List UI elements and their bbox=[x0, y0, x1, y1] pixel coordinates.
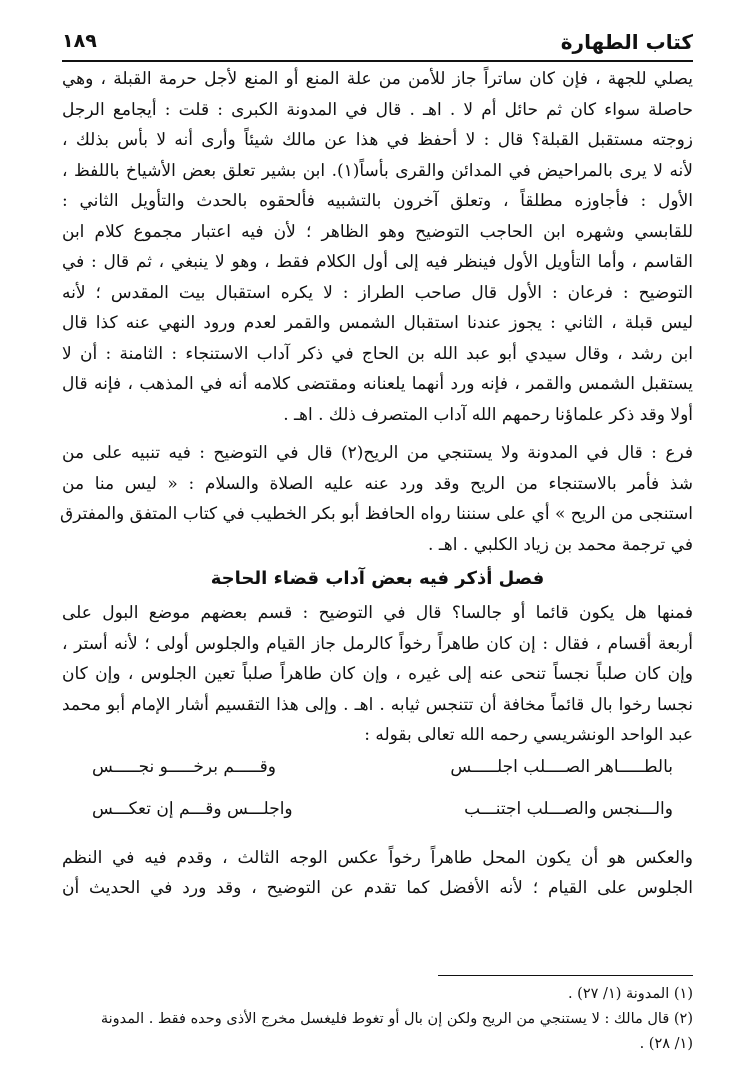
verse-left-hemistich: وقـــــم برخـــــو نجـــــس bbox=[92, 756, 276, 777]
text-line: استنجى من الريح » أي على سنننا رواه الحافظ أبو بكر الخطيب في كتاب المتفق والمفترق bbox=[60, 504, 693, 524]
header-divider bbox=[62, 60, 693, 62]
paragraph-1 bbox=[62, 64, 693, 430]
paragraph-3 bbox=[62, 598, 693, 751]
footnote: (٢) قال مالك : لا يستنجي من الريح ولكن إن بال أو تغوط فليغسل مخرج الأذى وحده فقط . المدونة bbox=[100, 1011, 693, 1027]
footnote: (١) المدونة (١/ ٢٧) . bbox=[567, 986, 693, 1002]
text-line: القاسم ، وأما التأويل الأول فينظر فيه إلى أول الكلام فقط ، وهو لا ينبغي ، ثم قال : في bbox=[62, 252, 693, 272]
text-line: الجلوس على القيام ؛ لأنه الأفضل كما تقدم عن التوضيح ، وقد ورد في الحديث أن bbox=[62, 878, 693, 898]
section-heading: فصل أذكر فيه بعض آداب قضاء الحاجة bbox=[210, 568, 545, 589]
text-line: أولا وقد ذكر علماؤنا رحمهم الله آداب المتصرف ذلك . اهـ . bbox=[283, 404, 693, 425]
text-line: التوضيح : فرعان : الأول قال صاحب الطراز : لا يكره استقبال بيت المقدس ؛ لأنه bbox=[62, 282, 693, 303]
text-line: فمنها هل يكون قائما أو جالسا؟ قال في التوضيح : قسم بعضهم موضع البول على bbox=[62, 603, 693, 623]
text-line: زوجته مستقبل القبلة؟ قال : لا أحفظ في هذا عن مالك شيئاً وأرى أنه لا بأس بذلك ، bbox=[62, 130, 693, 150]
paragraph-2 bbox=[62, 438, 693, 560]
verse-left-hemistich: واجلـــس وقـــم إن تعكـــس bbox=[92, 798, 293, 819]
footnote-divider bbox=[438, 975, 693, 976]
text-line: فرع : قال في المدونة ولا يستنجي من الريح(٢) قال في التوضيح : فيه تنبيه على من bbox=[62, 443, 693, 463]
text-line: وإن كان صلباً نجساً تنحى عنه إلى غيره ، وإن كان طاهراً صلباً تعين الجلوس ، وإن كان bbox=[62, 664, 693, 684]
text-line: ابن رشد ، وقال سيدي أبو عبد الله بن الحاج في ذكر آداب الاستنجاء : الثامنة : أن لا bbox=[62, 343, 693, 364]
footnotes bbox=[62, 982, 693, 1057]
footnote: (١/ ٢٨) . bbox=[639, 1036, 693, 1052]
poem-verse bbox=[62, 793, 693, 835]
text-line: حاصلة سواء كان ثم حائل أم لا . اهـ . قال في المدونة الكبرى : قلت : أيجامع الرجل bbox=[62, 99, 693, 120]
text-line: شذ فأمر بالاستنجاء من الريح وقد ورد عنه عليه الصلاة والسلام : « ليس منا من bbox=[62, 473, 693, 494]
text-line: أربعة أقسام ، فقال : إن كان طاهراً رخواً كالرمل جاز القيام والجلوس أولى ؛ لأنه أستر ، bbox=[62, 633, 693, 654]
text-line: يصلي للجهة ، فإن كان ساتراً جاز للأمن من علة المنع أو المنع لأجل حرمة القبلة ، وهي bbox=[62, 69, 693, 89]
text-line: نجسا رخوا بال قائماً مخافة أن تتنجس ثيابه . اهـ . وإلى هذا التقسيم أشار الإمام أبو محمد bbox=[62, 694, 693, 715]
text-line: الأول : فأجاوزه مطلقاً ، وتعلق آخرون بالتشبيه فألحقوه بالحدث والتأويل الثاني : bbox=[62, 191, 693, 211]
text-line: عبد الواحد الونشريسي رحمه الله تعالى بقوله : bbox=[364, 725, 693, 745]
text-line: في ترجمة محمد بن زياد الكلبي . اهـ . bbox=[428, 534, 693, 555]
poem-verse bbox=[62, 751, 693, 793]
page-header bbox=[62, 30, 693, 58]
text-line: يستقبل الشمس والقمر ، فإنه ورد أنهما يلعنانه ومقتضى كلامه أنه في المذهب ، فإنه قال bbox=[62, 374, 693, 394]
verse-right-hemistich: والـــنجس والصـــلب اجتنـــب bbox=[464, 798, 673, 819]
book-title: كتاب الطهارة bbox=[560, 30, 693, 54]
paragraph-4 bbox=[62, 843, 693, 904]
text-line: لأنه لا يرى بالمراحيض في المدائن والقرى بأساً(١). ابن بشير تعلق بعض الأشياخ باللفظ ، bbox=[62, 160, 693, 181]
page-number: ١٨٩ bbox=[62, 30, 97, 52]
text-line: للقابسي وشهره ابن الحاجب التوضيح وهو الظاهر ؛ لأن فيه اعتبار مجموع كلام ابن bbox=[62, 221, 693, 242]
text-line: ليس قبلة ، الثاني : يجوز عندنا استقبال الشمس والقمر لعدم ورود النهي عنه كذا قال bbox=[62, 313, 693, 333]
verse-right-hemistich: بالطـــــاهر الصــــلب اجلـــــس bbox=[450, 756, 673, 777]
main-text bbox=[62, 64, 693, 904]
text-line: والعكس هو أن يكون المحل طاهراً رخواً عكس الوجه الثالث ، وقدم فيه في النظم bbox=[62, 847, 693, 868]
